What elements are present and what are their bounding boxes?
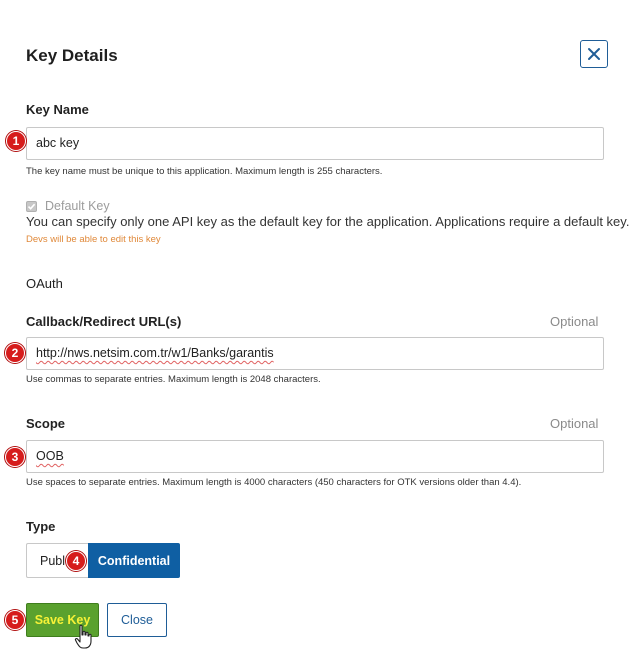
- dialog-title: Key Details: [26, 46, 118, 65]
- checkmark-icon: [27, 202, 36, 211]
- scope-input[interactable]: [26, 440, 604, 473]
- type-option-confidential[interactable]: Confidential: [88, 543, 180, 578]
- scope-help: Use spaces to separate entries. Maximum length is 4000 characters (450 characters for OTK versions older than 4.4).: [26, 477, 522, 488]
- hand-pointer-icon: [74, 624, 94, 650]
- default-key-label: Default Key: [45, 199, 110, 213]
- default-key-description: You can specify only one API key as the default key for the application. Applications require a default key.: [26, 214, 630, 229]
- callback-help: Use commas to separate entries. Maximum length is 2048 characters.: [26, 374, 321, 385]
- default-key-row: [26, 199, 110, 213]
- scope-optional: Optional: [550, 416, 599, 431]
- key-name-help: The key name must be unique to this application. Maximum length is 255 characters.: [26, 166, 383, 177]
- type-toggle: [26, 543, 180, 578]
- devs-edit-note: Devs will be able to edit this key: [26, 234, 161, 245]
- close-dialog-button[interactable]: [580, 40, 608, 68]
- step-badge-1: 1: [6, 131, 26, 151]
- close-button[interactable]: Close: [107, 603, 167, 637]
- step-badge-3: 3: [5, 447, 25, 467]
- callback-optional: Optional: [550, 314, 599, 329]
- step-badge-4: 4: [66, 551, 86, 571]
- key-name-value: abc key: [36, 136, 80, 150]
- default-key-checkbox[interactable]: [26, 201, 37, 212]
- callback-label: Callback/Redirect URL(s): [26, 314, 182, 329]
- callback-url-input[interactable]: [26, 337, 604, 370]
- step-badge-2: 2: [5, 343, 25, 363]
- key-name-input[interactable]: [26, 127, 604, 160]
- save-key-button[interactable]: Save Key: [26, 603, 99, 637]
- type-label: Type: [26, 519, 56, 534]
- callback-url-value: http://nws.netsim.com.tr/w1/Banks/garantis: [36, 346, 274, 360]
- type-option-public[interactable]: Publ: [26, 543, 88, 578]
- oauth-heading: OAuth: [26, 276, 63, 291]
- close-icon: [587, 47, 601, 61]
- step-badge-5: 5: [5, 610, 25, 630]
- scope-label: Scope: [26, 416, 66, 431]
- scope-value: OOB: [36, 449, 64, 463]
- key-name-label: Key Name: [26, 102, 89, 117]
